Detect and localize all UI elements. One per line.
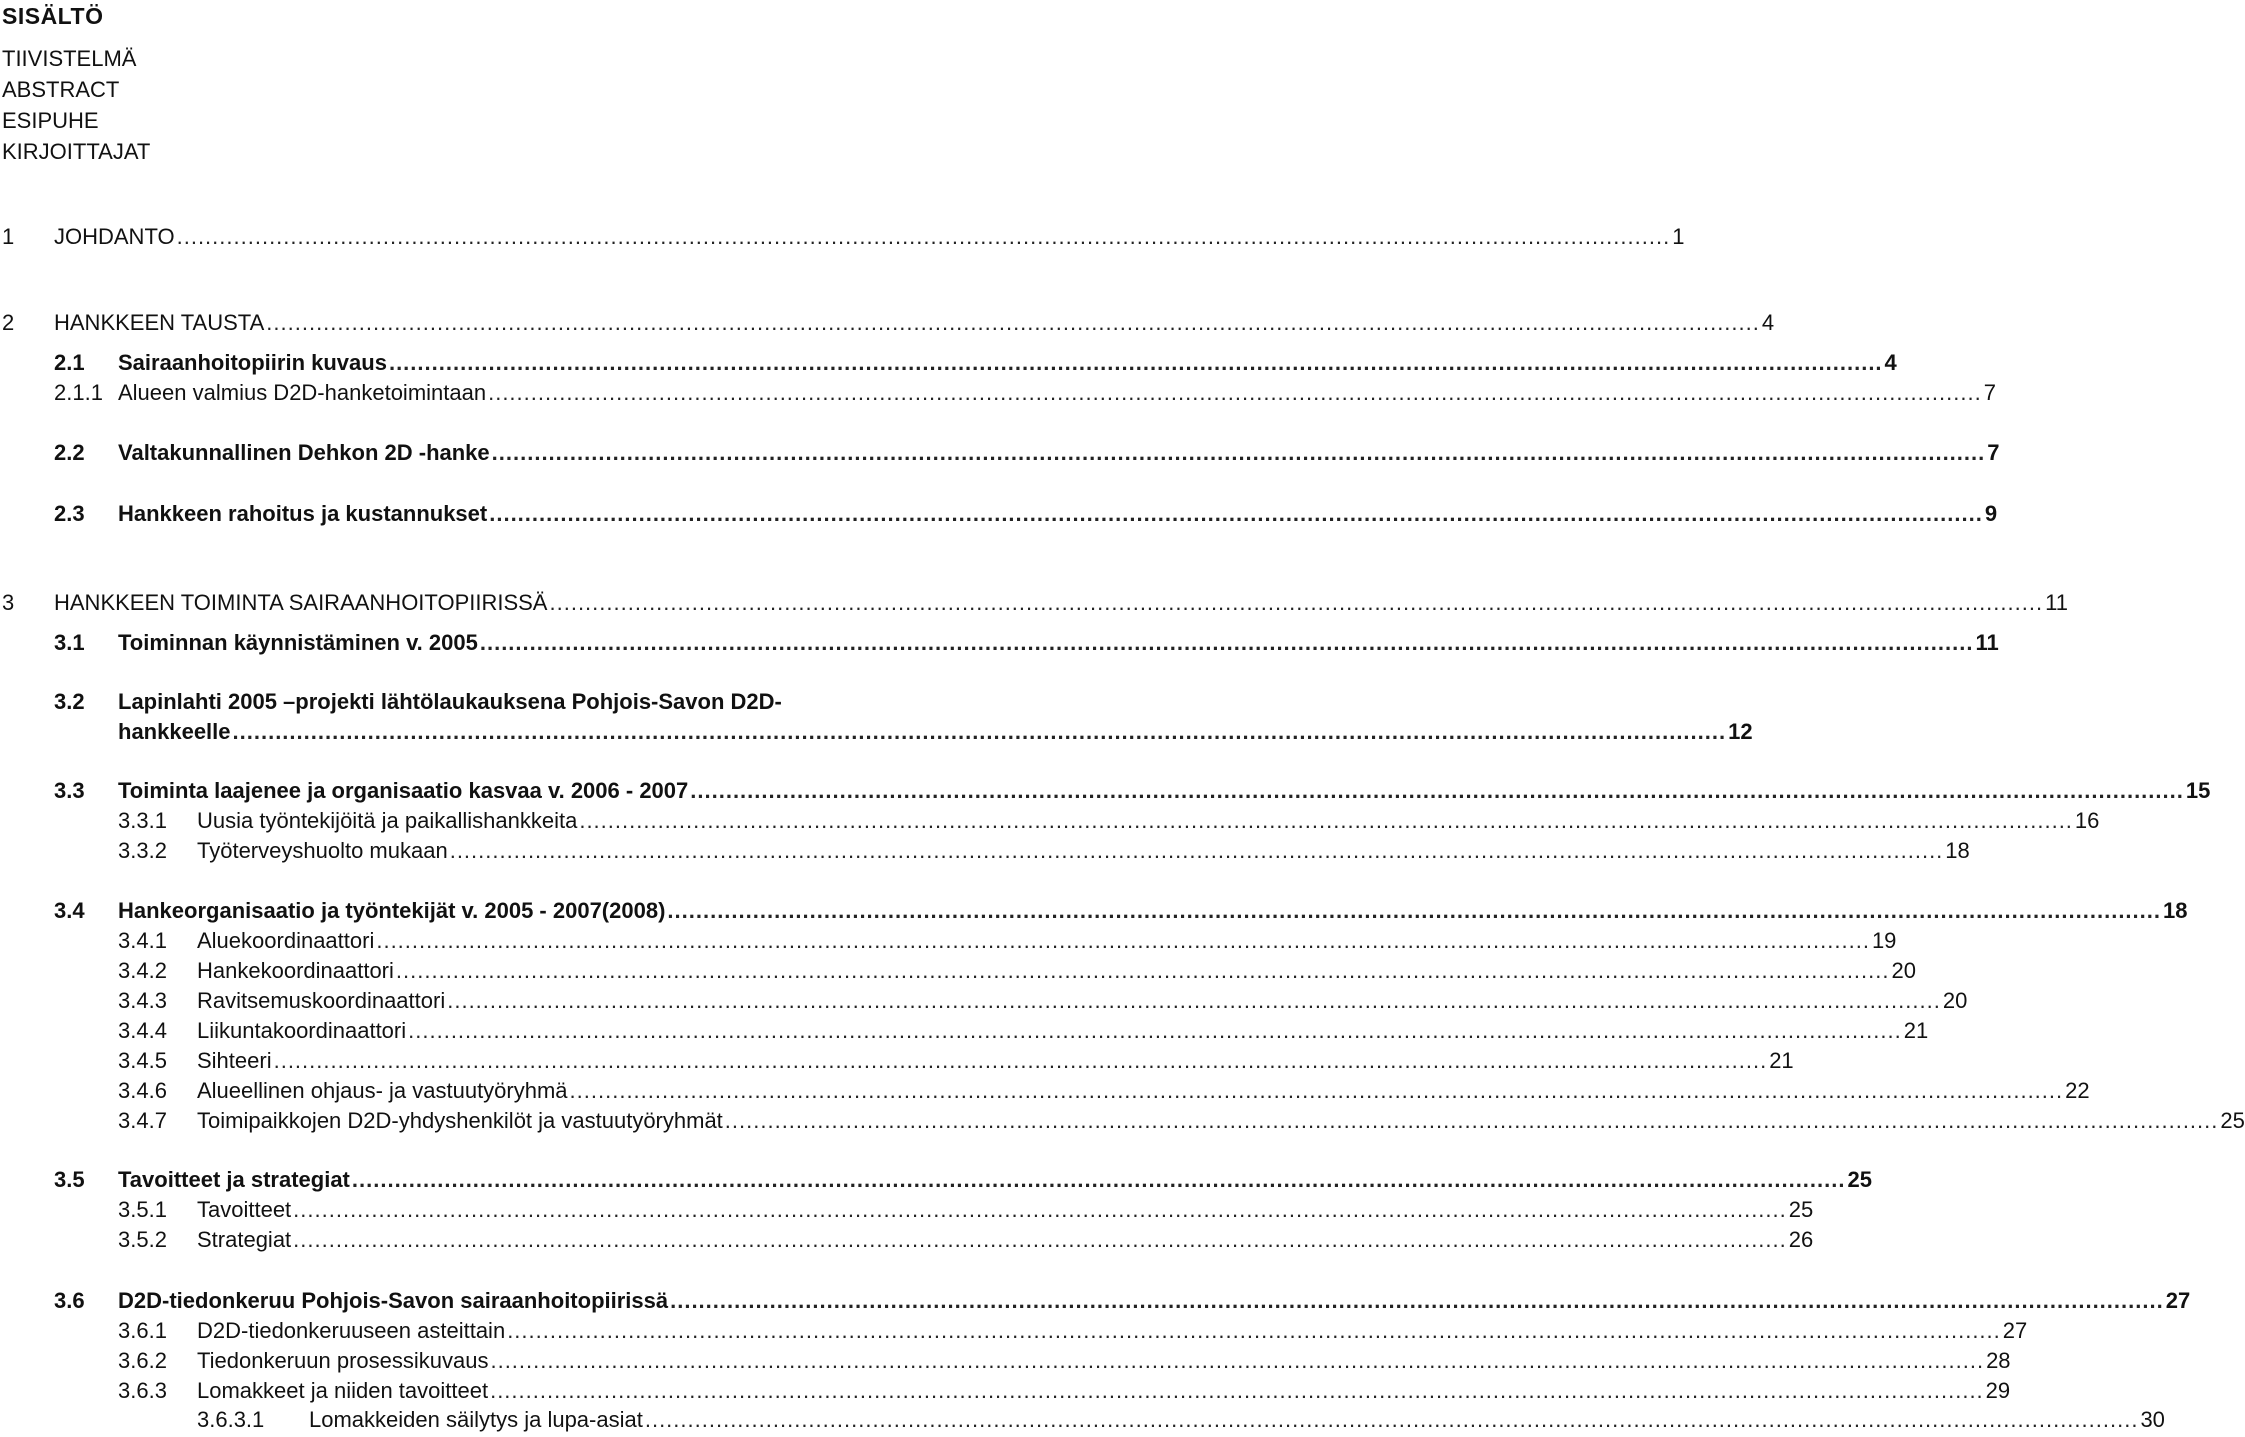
toc-entry-number: 1 <box>2 224 15 249</box>
toc-entry[interactable] <box>0 310 1775 340</box>
toc-entry-page: 18 <box>2163 898 2188 923</box>
toc-entry[interactable] <box>0 224 1685 254</box>
toc-entry-page: 7 <box>1987 440 2000 465</box>
toc-entry-number: 3.2 <box>54 689 85 714</box>
toc-entry-page: 27 <box>2002 1318 2028 1343</box>
toc-entry-page: 7 <box>1983 380 1996 405</box>
toc-entry-number: 3.5 <box>54 1167 85 1192</box>
toc-entry-page: 22 <box>2065 1078 2090 1103</box>
toc-entry[interactable] <box>0 1348 2011 1378</box>
dot-leader: .................................................................................................................................................................................................................. <box>176 224 1671 249</box>
toc-entry-page: 25 <box>1847 1167 1872 1192</box>
toc-entry[interactable] <box>0 1288 2191 1318</box>
toc-entry-number: 3.4.3 <box>118 988 167 1013</box>
dot-leader: .................................................................................................................................................................................................................. <box>489 501 1983 526</box>
toc-entry-number: 3.6.3 <box>118 1378 167 1403</box>
toc-entry[interactable] <box>0 590 2068 620</box>
toc-entry-page: 12 <box>1728 719 1753 744</box>
toc-entry-number: 3.4.1 <box>118 928 167 953</box>
toc-entry-page: 21 <box>1903 1018 1929 1043</box>
toc-entry-title: Toiminnan käynnistäminen v. 2005 <box>118 630 478 655</box>
toc-entry[interactable] <box>0 630 1999 660</box>
toc-entry-title: JOHDANTO <box>54 224 175 249</box>
toc-entry-number: 2 <box>2 310 15 335</box>
toc-entry-number: 2.1.1 <box>54 380 103 405</box>
toc-entry-number: 2.3 <box>54 501 85 526</box>
toc-entry-page: 9 <box>1984 501 1998 526</box>
dot-leader: .................................................................................................................................................................................................................. <box>293 1197 1787 1222</box>
toc-entry-page: 30 <box>2140 1407 2165 1432</box>
toc-entry-title: Tiedonkeruun prosessikuvaus <box>197 1348 489 1373</box>
toc-entry-title: Alueen valmius D2D-hanketoimintaan <box>118 380 487 405</box>
dot-leader: .................................................................................................................................................................................................................. <box>447 988 1941 1013</box>
dot-leader: .................................................................................................................................................................................................................. <box>569 1078 2064 1103</box>
toc-entry[interactable] <box>0 350 1897 380</box>
toc-entry-number: 3.6.1 <box>118 1318 167 1343</box>
toc-entry-title: Lomakkeet ja niiden tavoitteet <box>197 1378 489 1403</box>
front-matter-tiivistelma[interactable]: TIIVISTELMÄ <box>2 46 137 71</box>
dot-leader: .................................................................................................................................................................................................................. <box>449 838 1944 863</box>
toc-entry-number: 3.3.1 <box>118 808 167 833</box>
toc-entry-number: 3.5.2 <box>118 1227 167 1252</box>
toc-entry-number: 3.4.2 <box>118 958 167 983</box>
toc-entry-number: 3.1 <box>54 630 85 655</box>
toc-entry-page: 4 <box>1761 310 1775 335</box>
toc-entry-title: Sairaanhoitopiirin kuvaus <box>118 350 387 375</box>
page-heading: SISÄLTÖ <box>2 3 104 29</box>
toc-entry[interactable] <box>0 928 1897 958</box>
toc-entry-title: Sihteeri <box>197 1048 272 1073</box>
dot-leader: .................................................................................................................................................................................................................. <box>490 1348 1985 1373</box>
dot-leader: .................................................................................................................................................................................................................. <box>667 898 2161 923</box>
toc-entry[interactable] <box>0 1227 1814 1257</box>
toc-entry-page: 20 <box>1891 958 1916 983</box>
toc-entry[interactable] <box>0 838 1970 868</box>
toc-entry-page: 4 <box>1884 350 1897 375</box>
toc-entry[interactable] <box>0 501 1998 531</box>
front-matter-esipuhe[interactable]: ESIPUHE <box>2 108 99 133</box>
toc-entry-number: 3.6 <box>54 1288 85 1313</box>
toc-entry[interactable] <box>0 988 1968 1018</box>
toc-entry-page: 25 <box>2220 1108 2245 1133</box>
toc-entry-title: D2D-tiedonkeruuseen asteittain <box>197 1318 506 1343</box>
toc-entry-number: 3.3.2 <box>118 838 167 863</box>
toc-entry-number: 3.6.3.1 <box>197 1407 265 1432</box>
toc-entry-number: 2.2 <box>54 440 85 465</box>
toc-entry-title: HANKKEEN TAUSTA <box>54 310 265 335</box>
toc-entry-title: Alueellinen ohjaus- ja vastuutyöryhmä <box>197 1078 568 1103</box>
toc-entry[interactable] <box>0 1048 1794 1078</box>
toc-entry[interactable] <box>0 440 2000 470</box>
toc-entry-title: Hankekoordinaattori <box>197 958 394 983</box>
dot-leader: .................................................................................................................................................................................................................. <box>644 1407 2139 1432</box>
toc-entry-page: 28 <box>1986 1348 2011 1373</box>
toc-entry[interactable] <box>0 808 2100 838</box>
dot-leader: .................................................................................................................................................................................................................. <box>232 719 1727 744</box>
toc-entry-number: 3.4.5 <box>118 1048 167 1073</box>
toc-entry-page: 27 <box>2165 1288 2191 1313</box>
toc-entry-title: Toimipaikkojen D2D-yhdyshenkilöt ja vastuutyöryhmät <box>197 1108 723 1133</box>
toc-entry-title: Tavoitteet <box>197 1197 292 1222</box>
front-matter-kirjoittajat[interactable]: KIRJOITTAJAT <box>2 139 151 164</box>
toc-entry-page: 15 <box>2185 778 2211 803</box>
toc-entry-page: 1 <box>1672 224 1685 249</box>
toc-entry-title: D2D-tiedonkeruu Pohjois-Savon sairaanhoitopiirissä <box>118 1288 669 1313</box>
dot-leader: .................................................................................................................................................................................................................. <box>266 310 1760 335</box>
dot-leader: .................................................................................................................................................................................................................. <box>549 590 2044 615</box>
toc-entry-number: 3.6.2 <box>118 1348 167 1373</box>
dot-leader: .................................................................................................................................................................................................................. <box>273 1048 1768 1073</box>
toc-entry[interactable] <box>0 380 1996 410</box>
dot-leader: .................................................................................................................................................................................................................. <box>579 808 2073 833</box>
toc-entry-title: Aluekoordinaattori <box>197 928 375 953</box>
toc-entry-number: 3.5.1 <box>118 1197 167 1222</box>
toc-entry-number: 3 <box>2 590 15 615</box>
toc-entry-number: 3.4 <box>54 898 85 923</box>
toc-entry-page: 29 <box>1985 1378 2011 1403</box>
toc-entry-title: Tavoitteet ja strategiat <box>118 1167 350 1192</box>
toc-entry-page: 26 <box>1788 1227 1814 1252</box>
front-matter-abstract[interactable]: ABSTRACT <box>2 77 120 102</box>
dot-leader: .................................................................................................................................................................................................................. <box>293 1227 1787 1252</box>
toc-entry-page: 11 <box>2045 590 2068 615</box>
toc-entry-number: 2.1 <box>54 350 85 375</box>
dot-leader: .................................................................................................................................................................................................................. <box>376 928 1870 953</box>
toc-entry-title: Lomakkeiden säilytys ja lupa-asiat <box>309 1407 643 1432</box>
toc-entry-title: Työterveyshuolto mukaan <box>197 838 448 863</box>
toc-entry[interactable] <box>0 1078 2090 1108</box>
toc-entry-title-line1: Lapinlahti 2005 –projekti lähtölaukauksena Pohjois-Savon D2D- <box>118 689 782 714</box>
toc-entry[interactable] <box>0 1378 2011 1408</box>
toc-entry[interactable] <box>0 778 2211 808</box>
toc-entry-page: 11 <box>1975 630 1999 655</box>
dot-leader: .................................................................................................................................................................................................................. <box>670 1288 2164 1313</box>
toc-entry-title: Hankkeen rahoitus ja kustannukset <box>118 501 488 526</box>
toc-entry-title: hankkeelle <box>118 719 231 744</box>
toc-entry-title: Hankeorganisaatio ja työntekijät v. 2005 - 2007(2008) <box>118 898 666 923</box>
dot-leader: .................................................................................................................................................................................................................. <box>488 380 1982 405</box>
toc-entry[interactable] <box>0 1167 1872 1197</box>
toc-entry-page: 18 <box>1945 838 1970 863</box>
dot-leader: .................................................................................................................................................................................................................. <box>388 350 1883 375</box>
dot-leader: .................................................................................................................................................................................................................. <box>479 630 1974 655</box>
toc-entry[interactable] <box>0 1018 1929 1048</box>
dot-leader: .................................................................................................................................................................................................................. <box>351 1167 1846 1192</box>
toc-entry-page: 21 <box>1769 1048 1794 1073</box>
toc-entry-page: 19 <box>1871 928 1897 953</box>
toc-entry-number: 3.4.4 <box>118 1018 167 1043</box>
dot-leader: .................................................................................................................................................................................................................. <box>490 1378 1984 1403</box>
toc-entry-page: 16 <box>2074 808 2100 833</box>
toc-entry-number: 3.4.6 <box>118 1078 167 1103</box>
dot-leader: .................................................................................................................................................................................................................. <box>690 778 2184 803</box>
toc-entry-page: 20 <box>1942 988 1968 1013</box>
toc-entry[interactable] <box>0 958 1916 988</box>
toc-entry-number: 3.3 <box>54 778 85 803</box>
dot-leader: .................................................................................................................................................................................................................. <box>724 1108 2219 1133</box>
toc-entry-title: Valtakunnallinen Dehkon 2D -hanke <box>118 440 490 465</box>
toc-entry-title: Toiminta laajenee ja organisaatio kasvaa v. 2006 - 2007 <box>118 778 689 803</box>
toc-entry-title: Liikuntakoordinaattori <box>197 1018 407 1043</box>
toc-entry[interactable] <box>0 898 2188 928</box>
toc-entry[interactable] <box>0 1197 1814 1227</box>
dot-leader: .................................................................................................................................................................................................................. <box>408 1018 1902 1043</box>
toc-entry-page: 25 <box>1788 1197 1814 1222</box>
toc-entry-title: Uusia työntekijöitä ja paikallishankkeita <box>197 808 578 833</box>
toc-entry-title: HANKKEEN TOIMINTA SAIRAANHOITOPIIRISSÄ <box>54 590 548 615</box>
dot-leader: .................................................................................................................................................................................................................. <box>395 958 1890 983</box>
dot-leader: .................................................................................................................................................................................................................. <box>491 440 1986 465</box>
toc-entry[interactable] <box>0 1407 2165 1437</box>
toc-entry-title: Ravitsemuskoordinaattori <box>197 988 446 1013</box>
toc-entry[interactable] <box>0 1318 2028 1348</box>
toc-entry[interactable] <box>0 1108 2245 1138</box>
toc-entry-title: Strategiat <box>197 1227 292 1252</box>
dot-leader: .................................................................................................................................................................................................................. <box>507 1318 2001 1343</box>
toc-entry-number: 3.4.7 <box>118 1108 167 1133</box>
toc-entry-wrapped[interactable] <box>0 689 1753 751</box>
